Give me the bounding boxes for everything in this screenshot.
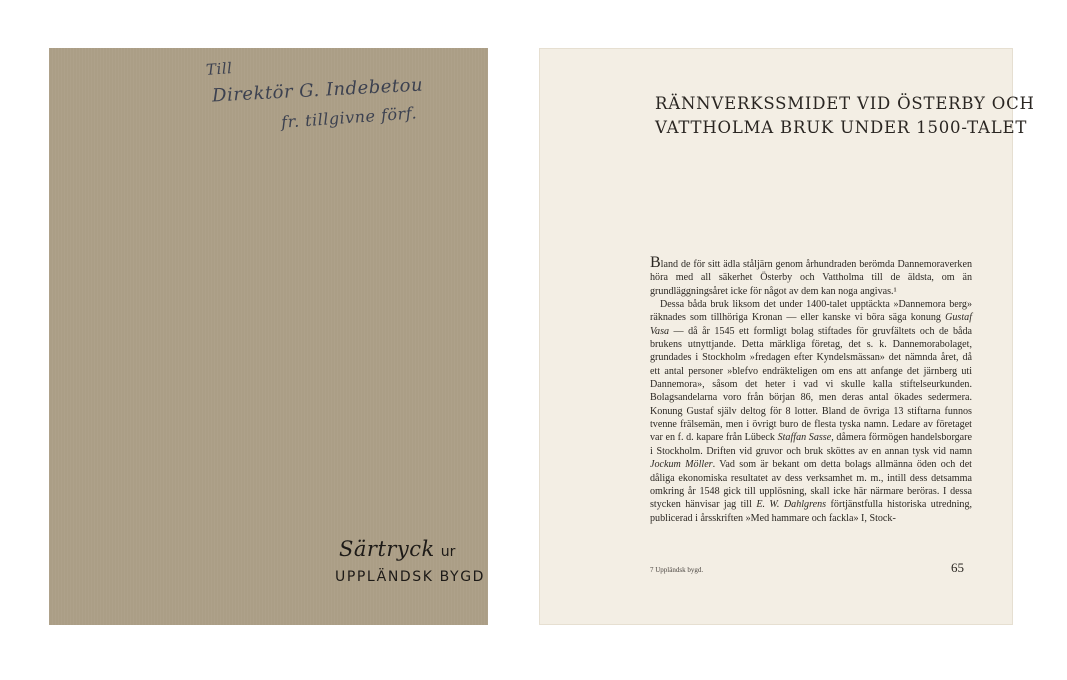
name-ew-dahlgren: E. W. Dahlgrens — [756, 499, 827, 511]
name-staffan-sasse: Staffan Sasse — [777, 432, 832, 444]
sartryck-word: Särtryck — [339, 537, 435, 561]
paragraph-2-text-c: — då år 1545 ett formligt bolag stiftades för gruvfältets och de båda brukens utnyttjande. Detta märkliga företag, det s. k. Dannemorabolaget, grundades i Stockholm »fredagen efter Kyndelsmässan» det nämnda året, då ett antal personer »blefvo endräkteligen om ens att anfange det järnberg uti Dannemora», såsom det heter i vad vi skulle kalla stiftelseurkunden. Bolagsandelarna voro från början 86, men deras antal ökades sedermera. Konung Gustaf själv deltog för 8 lotter. Bland de övriga 13 stiftarna funnos tvenne frälsemän, men i övrigt buro de flesta tyska namn. Ledare av företaget var en f. d. kapare från Lübeck — [650, 325, 972, 444]
paragraph-2-text-a: Dessa båda bruk liksom det under 1400-talet upptäckta »Dannemora berg» räknades som tillhöriga Kronan — eller kanske vi böra säga konung — [650, 299, 972, 324]
paragraph-1 — [650, 254, 972, 298]
paragraph-2-text-i: förtjänstfulla historiska utredning, publicerad i årsskriften »Med hammare och fackla» I, Stock- — [650, 499, 973, 524]
cover — [49, 48, 488, 625]
title-line-2: VATTHOLMA BRUK UNDER 1500-TALET — [655, 118, 1028, 137]
drop-cap: B — [650, 254, 661, 271]
offprint-label — [339, 537, 455, 561]
paragraph-2 — [650, 298, 972, 525]
page-number: 65 — [951, 560, 964, 575]
article-body — [650, 254, 973, 525]
name-jockum-moller: Jockum Möller — [650, 459, 713, 471]
name-gustaf-vasa: Gustaf Vasa — [650, 312, 972, 337]
article-title — [655, 92, 1035, 140]
article-page — [539, 48, 1035, 625]
paragraph-2-text-g: . Vad som är bekant om detta bolags allmänna öden och det dåliga ekonomiska resultatet av dess verksamhet m. m., intill dess detsamma omkring år 1548 gick till upplösning, skall icke här närmare beröras. I dessa stycken hänvisar jag till — [650, 459, 972, 511]
paragraph-1-text: land de för sitt ädla ståljärn genom århundraden berömda Dannemoraverken höra med all säkerhet Österby och Vattholma till de äldsta, om än grundläggningsåret icke för något av dem kan noga angivas.¹ — [650, 259, 972, 297]
paragraph-2-text-e: , dåmera förmögen handelsborgare i Stockholm. Driften vid gruvor och bruk sköttes av en annan tysk vid namn — [650, 432, 972, 457]
dedication-line-3: fr. tillgivne förf. — [280, 103, 418, 132]
page-footer-signature: 7 Uppländsk bygd. — [650, 566, 704, 574]
handwritten-dedication — [49, 48, 488, 178]
dedication-line-1: Till — [205, 59, 234, 79]
ur-word: ur — [440, 544, 456, 560]
dedication-line-2: Direktör G. Indebetou — [211, 74, 424, 107]
publication-name: UPPLÄNDSK BYGD — [335, 569, 486, 585]
title-line-1: RÄNNVERKSSMIDET VID ÖSTERBY OCH — [655, 94, 1035, 113]
